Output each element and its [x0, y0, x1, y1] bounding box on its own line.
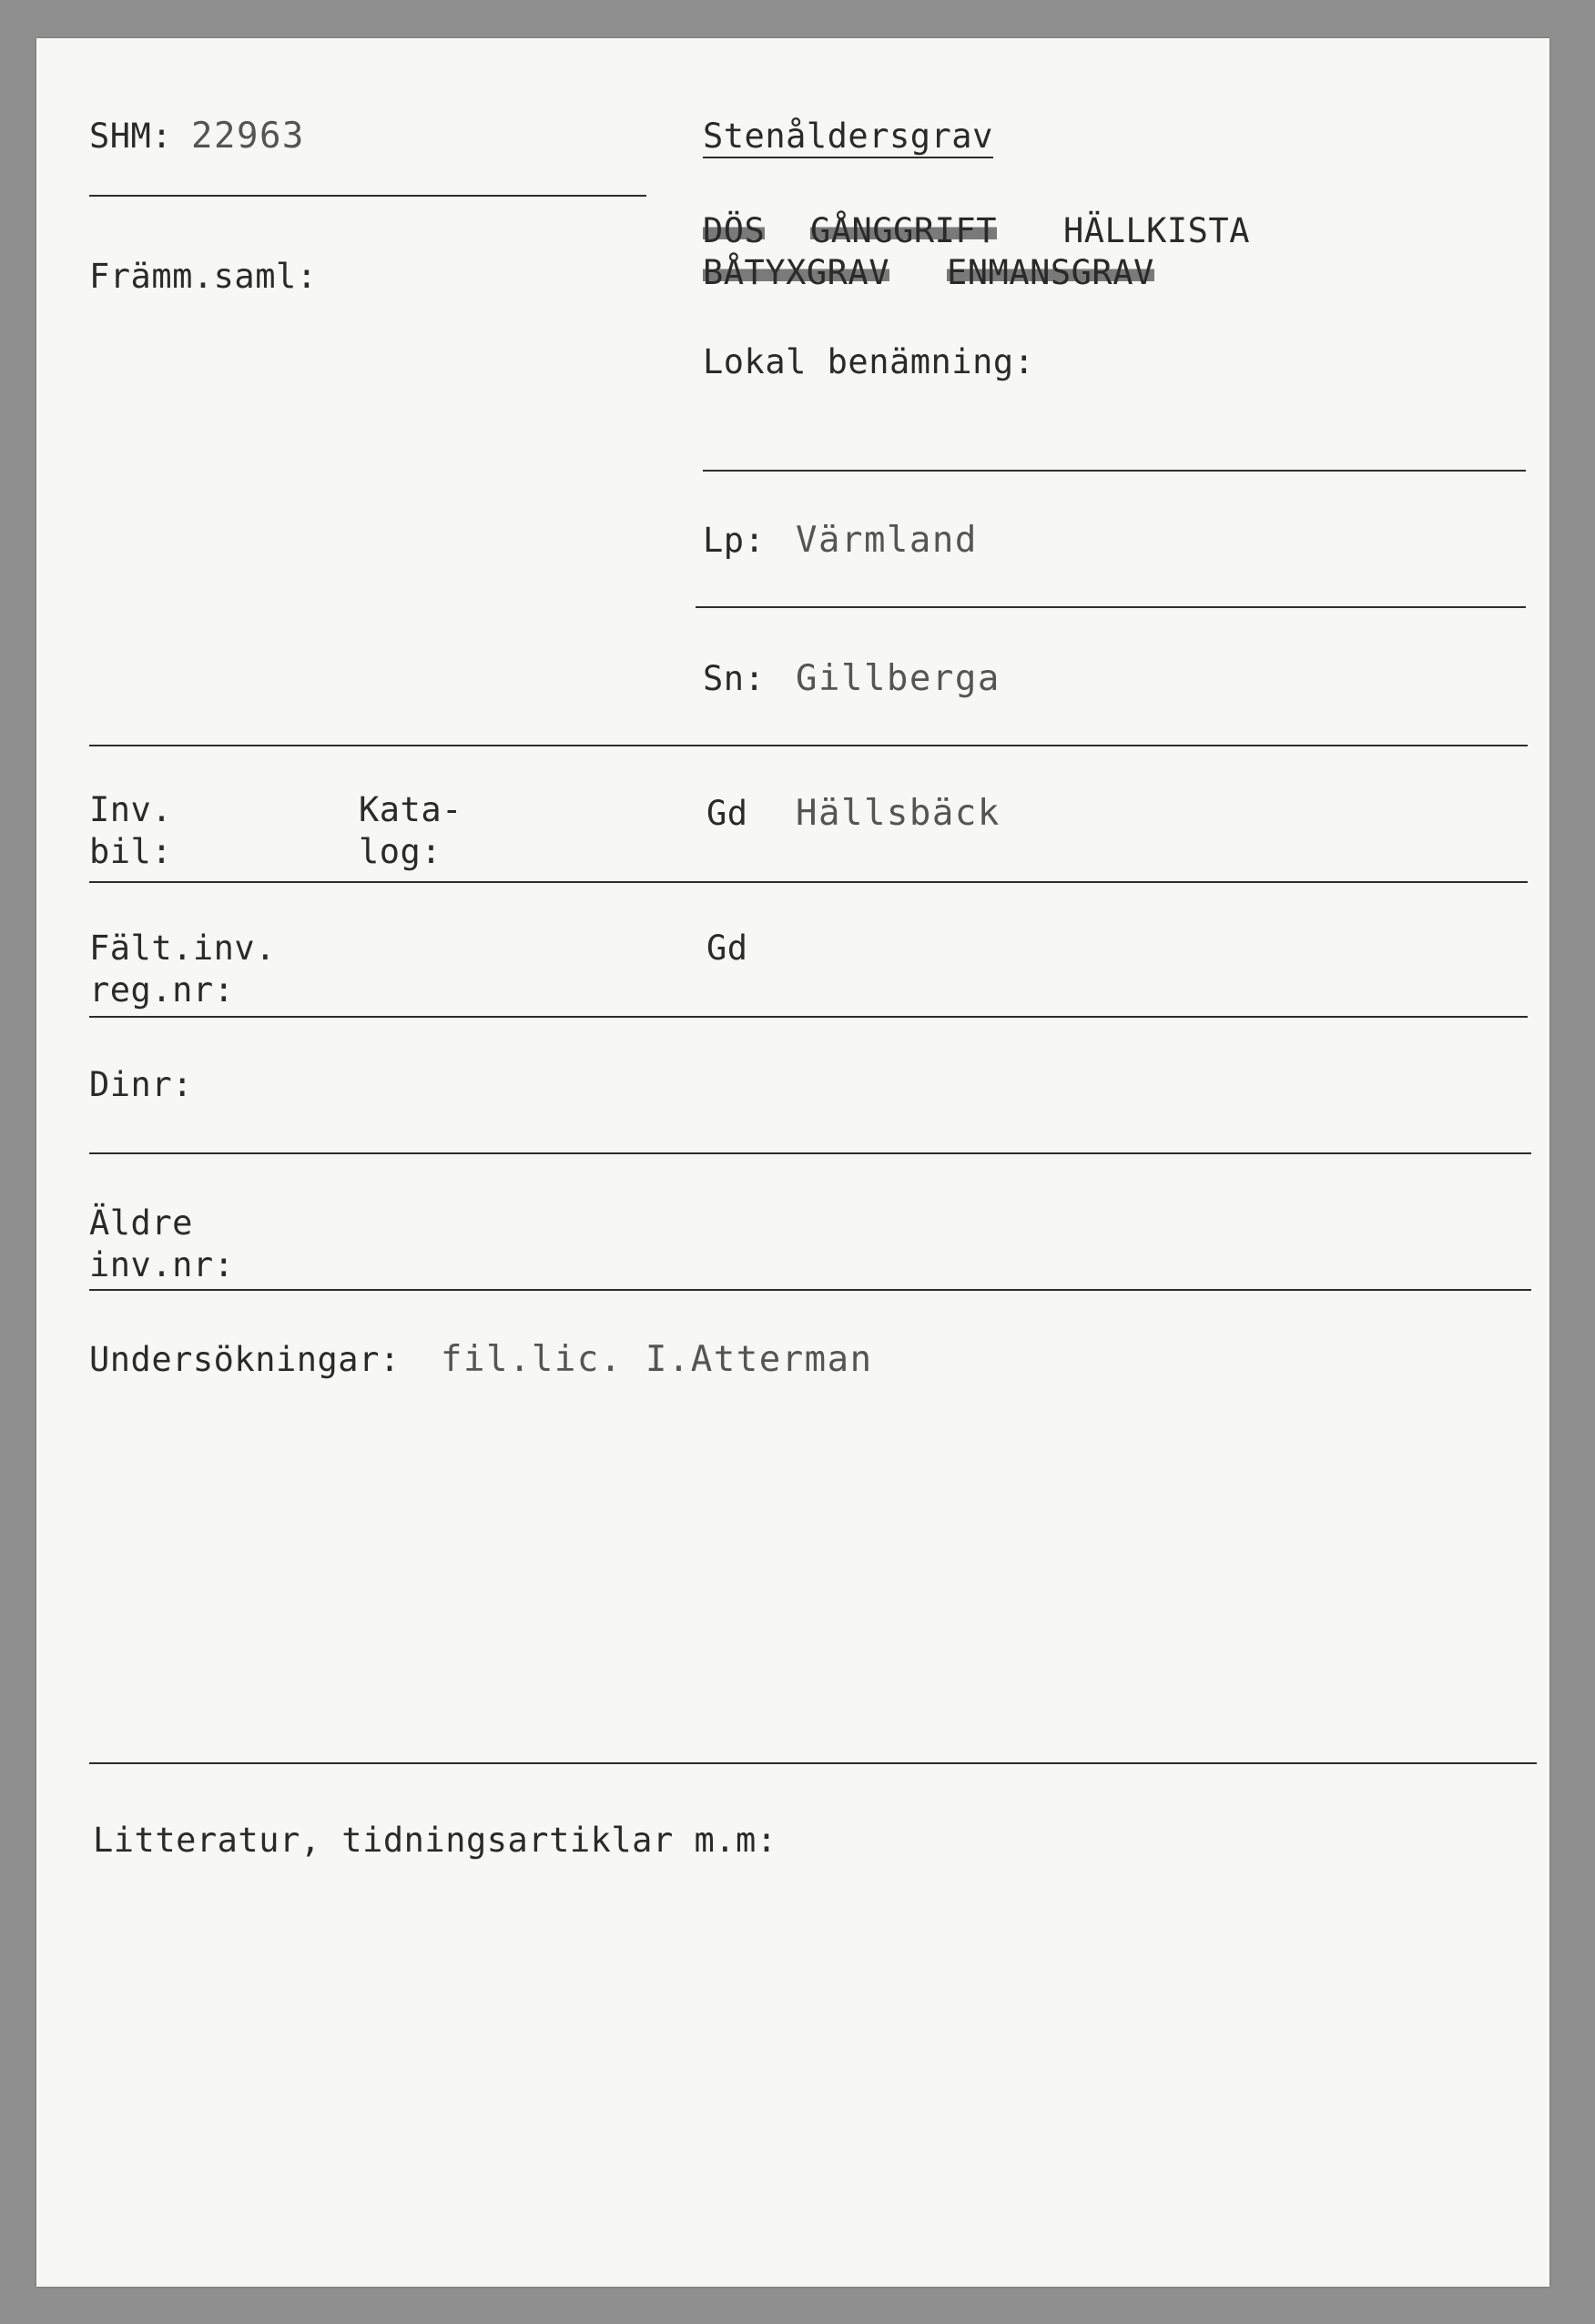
kata-label-2: log: [359, 832, 442, 871]
gd1-label: Gd [706, 794, 748, 833]
inv-label-1: Inv. [89, 790, 173, 829]
shm-number: 22963 [191, 116, 305, 157]
divider-falt [89, 1016, 1528, 1018]
shm-label: SHM: [89, 117, 173, 156]
sn-label: Sn: [703, 659, 766, 698]
aldre-label-1: Äldre [89, 1203, 193, 1243]
divider-dinr [89, 1152, 1531, 1154]
inv-label-2: bil: [89, 832, 173, 871]
falt-label-2: reg.nr: [89, 970, 235, 1010]
framm-saml-label: Främm.saml: [89, 257, 318, 296]
lp-label: Lp: [703, 521, 766, 560]
gd1-value: Hällsbäck [796, 793, 1001, 834]
undersok-label: Undersökningar: [89, 1340, 401, 1379]
divider-lokal [703, 470, 1526, 472]
kata-label-1: Kata- [359, 790, 462, 829]
type-batyxgrav: BÅTYXGRAV [703, 253, 889, 292]
divider-shm [89, 195, 646, 197]
divider-inv [89, 881, 1528, 883]
divider-lp [696, 606, 1526, 608]
lp-value: Värmland [796, 520, 978, 561]
category-title: Stenåldersgrav [703, 117, 993, 158]
divider-sn [89, 745, 1528, 746]
sn-value: Gillberga [796, 658, 1001, 699]
gd2-label: Gd [706, 929, 748, 968]
type-hallkista: HÄLLKISTA [1063, 211, 1250, 250]
type-dos: DÖS [703, 211, 766, 250]
aldre-label-2: inv.nr: [89, 1245, 235, 1284]
falt-label-1: Fält.inv. [89, 929, 276, 968]
lokal-label: Lokal benämning: [703, 342, 1035, 381]
dinr-label: Dinr: [89, 1065, 193, 1104]
type-enmansgrav: ENMANSGRAV [947, 253, 1154, 292]
divider-aldre [89, 1289, 1531, 1291]
divider-undersok [89, 1762, 1537, 1764]
type-ganggrift: GÅNGGRIFT [810, 211, 997, 250]
index-card [36, 38, 1549, 2287]
undersok-value: fil.lic. I.Atterman [441, 1339, 873, 1380]
litteratur-label: Litteratur, tidningsartiklar m.m: [93, 1821, 777, 1860]
